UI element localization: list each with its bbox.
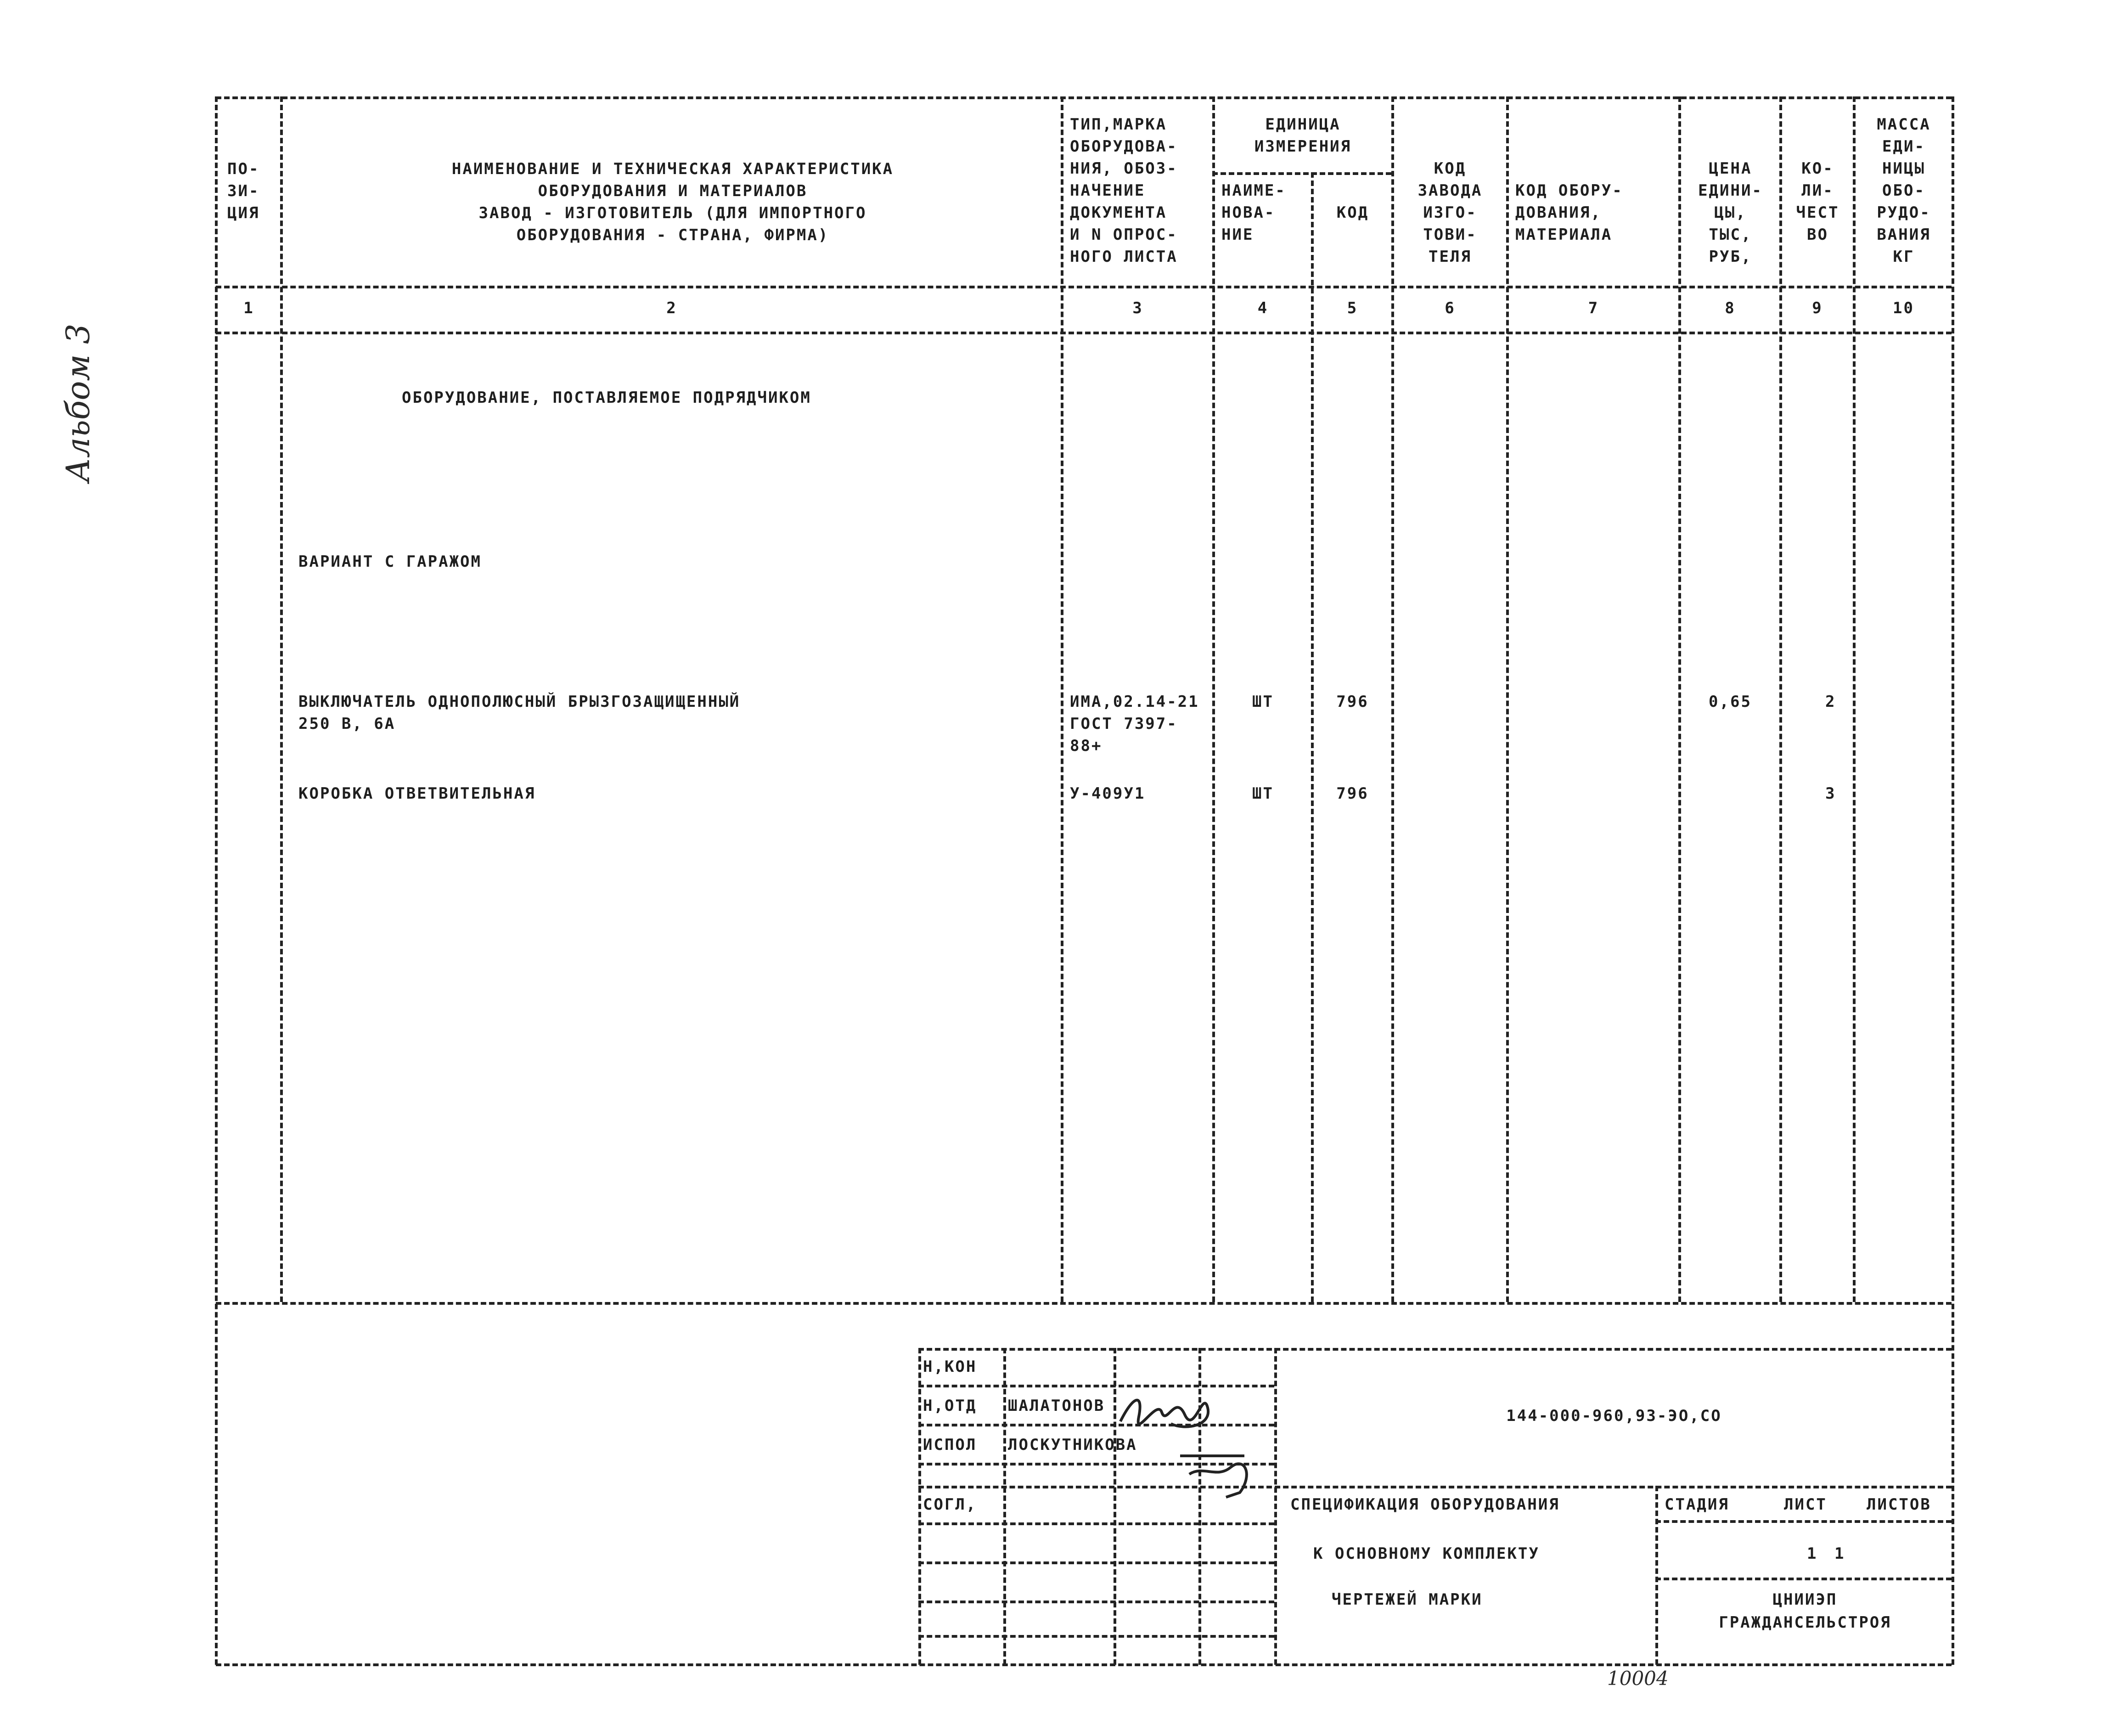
- header-col3-line-7: НОГО ЛИСТА: [1070, 248, 1178, 266]
- col-number-9: 9: [1812, 299, 1823, 317]
- album-side-label: Альбом 3: [59, 323, 97, 482]
- header-col10-line-7: КГ: [1893, 248, 1915, 266]
- header-col6-line-4: ТОВИ-: [1423, 225, 1477, 244]
- header-col8-line-4: ТЫС,: [1709, 225, 1752, 244]
- stamp-stage-header-line: [1655, 1520, 1952, 1523]
- header-col4-line-3: НИЕ: [1221, 225, 1254, 244]
- stamp-sheet-header: ЛИСТ: [1784, 1495, 1827, 1514]
- stamp-title-line-2: К ОСНОВНОМУ КОМПЛЕКТУ: [1313, 1544, 1540, 1563]
- stamp-role-3: ИСПОЛ: [923, 1436, 977, 1454]
- header-col1-line-3: ЦИЯ: [227, 204, 260, 222]
- table-bottom-line: [216, 1302, 1952, 1305]
- header-col9-line-2: ЛИ-: [1801, 181, 1834, 200]
- header-col3-line-3: НИЯ, ОБОЗ-: [1070, 159, 1178, 178]
- col-number-6: 6: [1445, 299, 1456, 317]
- header-col6-line-5: ТЕЛЯ: [1429, 248, 1472, 266]
- stamp-col-line-1: [1003, 1348, 1006, 1665]
- frame-left-line: [215, 96, 218, 1665]
- row-1-type-line-3: 88+: [1070, 737, 1102, 755]
- row-1-price: 0,65: [1709, 693, 1752, 711]
- row-1-type-line-1: ИМА,02.14-21: [1070, 693, 1199, 711]
- col-number-1: 1: [243, 299, 254, 317]
- row-1-type-line-2: ГОСТ 7397-: [1070, 715, 1178, 733]
- stamp-row-line-5: [918, 1522, 1274, 1525]
- stamp-stage-header: СТАДИЯ: [1665, 1495, 1729, 1514]
- header-col10-line-5: РУДО-: [1877, 203, 1931, 222]
- frame-top-line: [216, 96, 1952, 99]
- stamp-top-line: [918, 1348, 1952, 1351]
- header-col5: КОД: [1336, 203, 1369, 222]
- col-number-2: 2: [666, 299, 677, 317]
- header-col2-line-3: ЗАВОД - ИЗГОТОВИТЕЛЬ (ДЛЯ ИМПОРТНОГО: [478, 204, 867, 222]
- col-number-8: 8: [1725, 299, 1736, 317]
- col-divider-2: [1061, 96, 1063, 1302]
- stamp-row-line-4: [918, 1486, 1952, 1488]
- frame-right-line: [1952, 96, 1954, 1665]
- header-col4-line-1: НАИМЕ-: [1221, 181, 1286, 200]
- stamp-role-2: Н,ОТД: [923, 1397, 977, 1415]
- col-number-4: 4: [1257, 299, 1269, 317]
- header-col7-line-3: МАТЕРИАЛА: [1515, 225, 1613, 244]
- stamp-title-line-3: ЧЕРТЕЖЕЙ МАРКИ: [1332, 1590, 1483, 1609]
- stamp-row-line-7: [918, 1601, 1274, 1603]
- header-col4-line-2: НОВА-: [1221, 203, 1276, 222]
- header-col2-line-2: ОБОРУДОВАНИЯ И МАТЕРИАЛОВ: [538, 182, 808, 200]
- row-2-unit: ШТ: [1252, 784, 1274, 803]
- stamp-org-line-1: ЦНИИЭП: [1772, 1590, 1838, 1609]
- header-col8-line-5: РУБ,: [1709, 248, 1752, 266]
- header-col10-line-4: ОБО-: [1882, 181, 1925, 200]
- stamp-sheets-number: 1: [1834, 1544, 1845, 1563]
- header-col3-line-6: И N ОПРОС-: [1070, 225, 1178, 244]
- stamp-name-3: ЛОСКУТНИКОВА: [1008, 1436, 1137, 1454]
- stamp-role-1: Н,КОН: [923, 1358, 977, 1376]
- stamp-sheet-number: 1: [1807, 1544, 1818, 1563]
- header-col3-line-1: ТИП,МАРКА: [1070, 115, 1167, 134]
- stamp-org-line: [1655, 1578, 1952, 1580]
- header-col6-line-2: ЗАВОДА: [1418, 181, 1483, 200]
- row-1-code: 796: [1336, 693, 1369, 711]
- section-title: ОБОРУДОВАНИЕ, ПОСТАВЛЯЕМОЕ ПОДРЯДЧИКОМ: [402, 389, 811, 407]
- document-code: 144-000-960,93-ЭО,СО: [1506, 1407, 1722, 1425]
- col-divider-1: [280, 96, 283, 1302]
- unit-header-divider: [1212, 172, 1391, 175]
- signature-2: [1176, 1447, 1267, 1502]
- row-2-name-line-1: КОРОБКА ОТВЕТВИТЕЛЬНАЯ: [298, 784, 536, 803]
- col-divider-5: [1391, 96, 1394, 1302]
- footer-code: 10004: [1607, 1667, 1669, 1690]
- variant-title: ВАРИАНТ С ГАРАЖОМ: [298, 552, 482, 571]
- header-col6-line-3: ИЗГО-: [1423, 203, 1477, 222]
- stamp-name-2: ШАЛАТОНОВ: [1008, 1397, 1105, 1415]
- signature-1: [1116, 1385, 1235, 1435]
- header-col3-line-5: ДОКУМЕНТА: [1070, 203, 1167, 222]
- header-col2-line-1: НАИМЕНОВАНИЕ И ТЕХНИЧЕСКАЯ ХАРАКТЕРИСТИКА: [451, 160, 894, 178]
- row-1-unit: ШТ: [1252, 693, 1274, 711]
- stamp-stage-divider: [1655, 1486, 1658, 1665]
- header-col3-line-4: НАЧЕНИЕ: [1070, 181, 1146, 200]
- header-col10-line-3: НИЦЫ: [1882, 159, 1925, 178]
- stamp-sheets-header: ЛИСТОВ: [1867, 1495, 1931, 1514]
- stamp-role-4: СОГЛ,: [923, 1495, 977, 1514]
- header-col10-line-2: ЕДИ-: [1882, 137, 1925, 156]
- stamp-org-line-2: ГРАЖДАНСЕЛЬСТРОЯ: [1719, 1613, 1891, 1632]
- header-unit-line-2: ИЗМЕРЕНИЯ: [1254, 137, 1352, 156]
- row-1-name-line-1: ВЫКЛЮЧАТЕЛЬ ОДНОПОЛЮСНЫЙ БРЫЗГОЗАЩИЩЕННЫЙ: [298, 693, 741, 711]
- stamp-left-line: [918, 1348, 921, 1665]
- col-divider-9: [1853, 96, 1856, 1302]
- header-col7-line-2: ДОВАНИЯ,: [1515, 203, 1602, 222]
- header-col2-line-4: ОБОРУДОВАНИЯ - СТРАНА, ФИРМА): [516, 226, 829, 244]
- row-1-qty: 2: [1825, 693, 1836, 711]
- header-col1-line-1: ПО-: [227, 160, 260, 178]
- header-col10-line-1: МАССА: [1877, 115, 1931, 134]
- row-2-code: 796: [1336, 784, 1369, 803]
- header-col9-line-1: КО-: [1801, 159, 1834, 178]
- header-col9-line-4: ВО: [1807, 225, 1828, 244]
- stamp-row-line-8: [918, 1635, 1274, 1638]
- header-col8-line-1: ЦЕНА: [1709, 159, 1752, 178]
- col-divider-8: [1779, 96, 1782, 1302]
- column-numbers-bottom-line: [216, 332, 1952, 334]
- header-col9-line-3: ЧЕСТ: [1796, 203, 1839, 222]
- header-col8-line-3: ЦЫ,: [1714, 203, 1747, 222]
- col-divider-4: [1311, 172, 1314, 1302]
- header-col1-line-2: ЗИ-: [227, 182, 260, 200]
- header-col3-line-2: ОБОРУДОВА-: [1070, 137, 1178, 156]
- col-number-5: 5: [1347, 299, 1358, 317]
- header-col8-line-2: ЕДИНИ-: [1698, 181, 1763, 200]
- header-bottom-line: [216, 286, 1952, 288]
- stamp-title-line-1: СПЕЦИФИКАЦИЯ ОБОРУДОВАНИЯ: [1290, 1495, 1560, 1514]
- row-2-type-line-1: У-409У1: [1070, 784, 1146, 803]
- header-col10-line-6: ВАНИЯ: [1877, 225, 1931, 244]
- row-2-qty: 3: [1825, 784, 1836, 803]
- col-number-3: 3: [1132, 299, 1143, 317]
- header-col6-line-1: КОД: [1434, 159, 1467, 178]
- header-col7-line-1: КОД ОБОРУ-: [1515, 181, 1623, 200]
- col-number-10: 10: [1893, 299, 1914, 317]
- col-divider-6: [1506, 96, 1509, 1302]
- row-1-name-line-2: 250 В, 6А: [298, 715, 396, 733]
- header-unit-line-1: ЕДИНИЦА: [1265, 115, 1341, 134]
- stamp-row-line-6: [918, 1561, 1274, 1564]
- col-number-7: 7: [1588, 299, 1599, 317]
- frame-bottom-line: [216, 1663, 1952, 1666]
- stamp-col-line-4: [1274, 1348, 1277, 1665]
